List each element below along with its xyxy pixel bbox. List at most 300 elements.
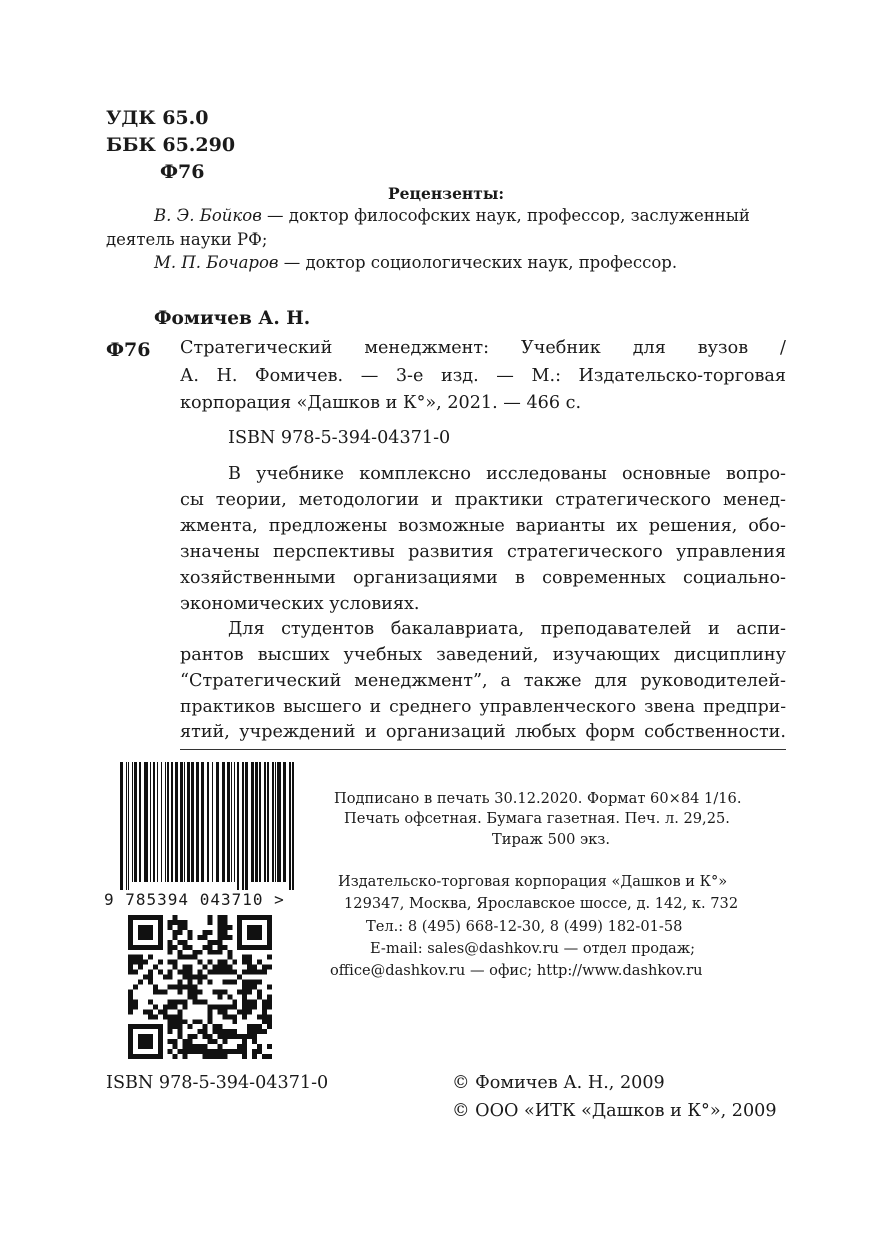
qr-module: [247, 989, 252, 994]
author-heading: Фомичев А. Н.: [154, 308, 311, 329]
qr-module: [183, 1054, 188, 1059]
qr-module: [252, 1024, 257, 1029]
barcode-bar: [222, 762, 225, 882]
qr-module: [217, 994, 222, 999]
annotation-p1-line: сы теории, методологии и практики стратегического менед-: [180, 490, 786, 510]
qr-module: [242, 1049, 247, 1054]
qr-module: [207, 1039, 212, 1044]
qr-module: [148, 999, 153, 1004]
qr-module: [257, 1049, 262, 1054]
qr-module: [242, 1054, 247, 1059]
qr-module: [153, 1014, 158, 1019]
qr-module: [267, 965, 272, 970]
qr-module: [252, 965, 257, 970]
qr-module: [217, 935, 222, 940]
qr-module: [193, 1049, 198, 1054]
qr-module: [207, 1034, 212, 1039]
annotation-p1-line: В учебнике комплексно исследованы основные вопро-: [228, 464, 786, 484]
qr-module: [237, 1009, 242, 1014]
qr-module: [252, 1029, 257, 1034]
qr-module: [138, 980, 143, 985]
qr-module: [212, 1049, 217, 1054]
qr-module: [252, 1039, 257, 1044]
qr-module: [252, 1049, 257, 1054]
qr-module: [198, 999, 203, 1004]
reviewer-1: [154, 206, 750, 225]
barcode-bar: [150, 762, 151, 882]
qr-module: [242, 1014, 247, 1019]
qr-module: [247, 999, 252, 1004]
qr-module: [168, 970, 173, 975]
qr-module: [143, 1009, 148, 1014]
qr-module: [217, 945, 222, 950]
qr-module: [178, 1029, 183, 1034]
qr-module: [207, 915, 212, 920]
qr-module: [173, 960, 178, 965]
qr-module: [252, 970, 257, 975]
qr-module: [212, 1039, 217, 1044]
qr-module: [168, 1024, 173, 1029]
qr-module: [183, 955, 188, 960]
qr-module: [143, 960, 148, 965]
qr-module: [247, 980, 252, 985]
barcode-bar: [187, 762, 190, 882]
qr-module: [188, 985, 193, 990]
qr-module: [173, 945, 178, 950]
qr-module: [178, 1014, 183, 1019]
qr-module: [202, 999, 207, 1004]
qr-module: [168, 975, 173, 980]
qr-module: [217, 920, 222, 925]
qr-module: [202, 930, 207, 935]
qr-module: [178, 920, 183, 925]
barcode-bar: [157, 762, 158, 882]
barcode-bar: [275, 762, 276, 882]
qr-module: [168, 1004, 173, 1009]
qr-module: [252, 999, 257, 1004]
qr-module: [247, 1034, 252, 1039]
barcode-bar: [264, 762, 266, 882]
qr-module: [207, 1054, 212, 1059]
qr-module: [178, 940, 183, 945]
qr-module: [183, 965, 188, 970]
barcode-bar: [231, 762, 232, 882]
udk-code: УДК 65.0: [106, 107, 209, 129]
qr-module: [207, 945, 212, 950]
qr-module: [202, 935, 207, 940]
qr-module: [163, 1004, 168, 1009]
qr-module: [257, 1024, 262, 1029]
barcode-bar: [126, 762, 127, 890]
bbk-code: ББК 65.290: [106, 134, 236, 156]
annotation-p2-line: рантов высших учебных заведений, изучающих дисциплину: [180, 645, 786, 665]
qr-module: [222, 930, 227, 935]
divider-rule: [180, 749, 786, 750]
qr-module: [178, 989, 183, 994]
qr-module: [202, 945, 207, 950]
qr-module: [247, 1029, 252, 1034]
qr-module: [128, 965, 133, 970]
annotation-p2-line: ятий, учреждений и организаций любых форм собственности.: [180, 722, 786, 742]
qr-module: [163, 989, 168, 994]
barcode-bar: [167, 762, 169, 882]
barcode-bar: [251, 762, 254, 882]
barcode-bar: [259, 762, 261, 882]
reviewer-1-desc-cont: деятель науки РФ;: [106, 230, 268, 249]
qr-module: [168, 1029, 173, 1034]
qr-module: [202, 1044, 207, 1049]
qr-module: [232, 1029, 237, 1034]
qr-module: [188, 1024, 193, 1029]
qr-module: [138, 960, 143, 965]
qr-module: [173, 915, 178, 920]
barcode-bar: [242, 762, 244, 890]
qr-module: [222, 965, 227, 970]
qr-module: [267, 1019, 272, 1024]
qr-module: [138, 955, 143, 960]
qr-module: [222, 925, 227, 930]
qr-module: [267, 1024, 272, 1029]
qr-module: [153, 985, 158, 990]
barcode-bar: [212, 762, 213, 882]
qr-module: [178, 970, 183, 975]
qr-module: [222, 920, 227, 925]
qr-module: [212, 1004, 217, 1009]
imprint-line: Печать офсетная. Бумага газетная. Печ. л. 29,25.: [344, 810, 730, 827]
barcode-bar: [255, 762, 258, 882]
biblio-isbn: ISBN 978-5-394-04371-0: [228, 428, 451, 448]
qr-module: [178, 1034, 183, 1039]
qr-module: [163, 975, 168, 980]
barcode-digits: 9 785394 043710 >: [104, 890, 285, 909]
qr-module: [232, 970, 237, 975]
qr-module: [257, 1014, 262, 1019]
qr-module: [217, 1029, 222, 1034]
qr-module: [262, 999, 267, 1004]
qr-module: [217, 1044, 222, 1049]
qr-module: [158, 989, 163, 994]
qr-module: [257, 994, 262, 999]
qr-module: [148, 980, 153, 985]
qr-module: [173, 985, 178, 990]
reviewer-2-desc: — доктор социологических наук, профессор.: [278, 253, 678, 272]
qr-module: [247, 1004, 252, 1009]
barcode-bar: [201, 762, 204, 882]
qr-module: [217, 1034, 222, 1039]
barcode-bar: [292, 762, 294, 890]
qr-module: [227, 970, 232, 975]
qr-module: [247, 960, 252, 965]
barcode-bar: [289, 762, 291, 890]
qr-module: [178, 950, 183, 955]
qr-finder-core: [138, 1034, 153, 1049]
qr-finder-core: [247, 925, 262, 940]
qr-module: [257, 1029, 262, 1034]
qr-module: [252, 1004, 257, 1009]
qr-module: [262, 1019, 267, 1024]
qr-module: [183, 1004, 188, 1009]
qr-module: [183, 975, 188, 980]
qr-module: [222, 1029, 227, 1034]
qr-module: [237, 975, 242, 980]
qr-module: [173, 1039, 178, 1044]
qr-module: [178, 1024, 183, 1029]
qr-module: [168, 1019, 173, 1024]
qr-module: [188, 975, 193, 980]
qr-finder-core: [138, 925, 153, 940]
qr-module: [173, 1019, 178, 1024]
barcode-bar: [171, 762, 173, 882]
qr-module: [173, 965, 178, 970]
qr-module: [193, 985, 198, 990]
annotation-p1-line: жмента, предложены возможные варианты их решения, обо-: [180, 516, 786, 536]
qr-module: [133, 985, 138, 990]
qr-module: [222, 980, 227, 985]
qr-module: [217, 1049, 222, 1054]
qr-module: [128, 1004, 133, 1009]
qr-module: [217, 915, 222, 920]
qr-module: [178, 955, 183, 960]
barcode-bar: [207, 762, 209, 882]
qr-module: [148, 955, 153, 960]
qr-module: [222, 1009, 227, 1014]
qr-module: [222, 1034, 227, 1039]
qr-module: [168, 940, 173, 945]
qr-module: [232, 980, 237, 985]
barcode-bar: [191, 762, 194, 882]
qr-module: [173, 1044, 178, 1049]
qr-module: [232, 1034, 237, 1039]
qr-module: [227, 925, 232, 930]
barcode-bar: [132, 762, 133, 882]
qr-module: [247, 970, 252, 975]
qr-module: [247, 1009, 252, 1014]
qr-module: [222, 935, 227, 940]
qr-module: [212, 940, 217, 945]
qr-module: [237, 989, 242, 994]
barcode-bar: [196, 762, 199, 882]
qr-module: [222, 1039, 227, 1044]
qr-module: [193, 994, 198, 999]
qr-code: [128, 915, 272, 1059]
qr-module: [173, 920, 178, 925]
qr-module: [198, 970, 203, 975]
qr-module: [227, 1034, 232, 1039]
qr-module: [183, 1044, 188, 1049]
qr-module: [222, 945, 227, 950]
qr-module: [232, 1014, 237, 1019]
qr-module: [227, 965, 232, 970]
barcode-bar: [216, 762, 219, 882]
qr-module: [148, 975, 153, 980]
qr-module: [178, 999, 183, 1004]
qr-module: [217, 950, 222, 955]
qr-module: [222, 915, 227, 920]
qr-module: [193, 1034, 198, 1039]
qr-module: [168, 999, 173, 1004]
footer-isbn: ISBN 978-5-394-04371-0: [106, 1073, 329, 1093]
qr-module: [212, 970, 217, 975]
qr-module: [217, 925, 222, 930]
qr-module: [198, 1049, 203, 1054]
qr-module: [128, 970, 133, 975]
qr-module: [183, 999, 188, 1004]
reviewer-2-name: М. П. Бочаров: [154, 253, 279, 272]
qr-module: [242, 1009, 247, 1014]
qr-module: [212, 989, 217, 994]
qr-module: [242, 1044, 247, 1049]
qr-module: [128, 960, 133, 965]
qr-module: [207, 1004, 212, 1009]
qr-module: [128, 999, 133, 1004]
qr-module: [188, 965, 193, 970]
qr-module: [222, 1054, 227, 1059]
qr-module: [193, 955, 198, 960]
barcode-bar: [227, 762, 230, 882]
qr-module: [173, 1054, 178, 1059]
publisher-line: 129347, Москва, Ярославское шоссе, д. 142, к. 732: [344, 895, 739, 912]
qr-module: [183, 1039, 188, 1044]
qr-module: [128, 1009, 133, 1014]
qr-module: [212, 1029, 217, 1034]
qr-module: [173, 999, 178, 1004]
biblio-mark: Ф76: [106, 339, 151, 361]
annotation-p1-line: хозяйственными организациями в современных социально-: [180, 568, 786, 588]
qr-module: [217, 930, 222, 935]
qr-module: [262, 965, 267, 970]
qr-module: [188, 1044, 193, 1049]
qr-module: [193, 989, 198, 994]
qr-module: [163, 1009, 168, 1014]
qr-module: [267, 999, 272, 1004]
qr-module: [212, 1054, 217, 1059]
qr-module: [178, 1009, 183, 1014]
qr-module: [178, 930, 183, 935]
qr-module: [217, 1024, 222, 1029]
qr-module: [267, 1044, 272, 1049]
qr-module: [183, 940, 188, 945]
copyright-author: © Фомичев А. Н., 2009: [452, 1073, 665, 1093]
qr-module: [242, 1004, 247, 1009]
qr-module: [183, 970, 188, 975]
qr-module: [202, 1054, 207, 1059]
qr-module: [188, 935, 193, 940]
qr-module: [212, 950, 217, 955]
qr-module: [178, 925, 183, 930]
qr-module: [267, 985, 272, 990]
qr-module: [173, 930, 178, 935]
qr-module: [202, 1029, 207, 1034]
qr-module: [202, 1034, 207, 1039]
qr-module: [257, 1044, 262, 1049]
qr-module: [128, 994, 133, 999]
qr-module: [227, 935, 232, 940]
qr-module: [217, 989, 222, 994]
qr-module: [252, 980, 257, 985]
qr-module: [193, 1044, 198, 1049]
qr-module: [178, 985, 183, 990]
qr-module: [207, 920, 212, 925]
qr-module: [168, 1014, 173, 1019]
qr-module: [262, 1029, 267, 1034]
qr-module: [133, 1004, 138, 1009]
qr-module: [227, 1004, 232, 1009]
qr-module: [252, 1054, 257, 1059]
qr-module: [227, 994, 232, 999]
qr-module: [242, 999, 247, 1004]
qr-module: [202, 1049, 207, 1054]
ean-barcode: [118, 762, 300, 890]
qr-module: [173, 1004, 178, 1009]
barcode-bar: [237, 762, 239, 890]
annotation-p1-line: экономических условиях.: [180, 594, 420, 614]
qr-module: [153, 1004, 158, 1009]
qr-module: [227, 980, 232, 985]
qr-module: [153, 965, 158, 970]
publisher-line: Тел.: 8 (495) 668-12-30, 8 (499) 182-01-58: [366, 918, 683, 935]
annotation-p2-line: “Стратегический менеджмент”, а также для руководителей-: [180, 671, 786, 691]
qr-module: [222, 970, 227, 975]
qr-module: [188, 980, 193, 985]
qr-module: [247, 1024, 252, 1029]
barcode-bar: [165, 762, 166, 882]
qr-module: [148, 1009, 153, 1014]
qr-module: [227, 955, 232, 960]
qr-module: [227, 1049, 232, 1054]
biblio-line-2: А. Н. Фомичев. — 3-е изд. — М.: Издательско-торговая: [180, 366, 786, 386]
qr-module: [188, 1034, 193, 1039]
author-mark: Ф76: [160, 161, 205, 183]
qr-module: [198, 960, 203, 965]
barcode-bar: [128, 762, 129, 890]
qr-module: [267, 1054, 272, 1059]
qr-module: [222, 960, 227, 965]
qr-module: [227, 1014, 232, 1019]
qr-module: [198, 935, 203, 940]
qr-module: [133, 999, 138, 1004]
qr-module: [207, 1019, 212, 1024]
qr-module: [168, 925, 173, 930]
qr-module: [198, 1019, 203, 1024]
qr-module: [242, 994, 247, 999]
barcode-bar: [272, 762, 274, 882]
qr-module: [183, 920, 188, 925]
qr-module: [198, 1044, 203, 1049]
qr-module: [188, 1049, 193, 1054]
qr-module: [128, 989, 133, 994]
qr-module: [202, 965, 207, 970]
qr-module: [207, 1009, 212, 1014]
qr-module: [188, 989, 193, 994]
qr-module: [257, 970, 262, 975]
qr-module: [168, 985, 173, 990]
qr-module: [222, 1004, 227, 1009]
qr-module: [168, 1039, 173, 1044]
qr-module: [242, 989, 247, 994]
qr-module: [188, 930, 193, 935]
qr-module: [168, 920, 173, 925]
annotation-p2-line: практиков высшего и среднего управленческого звена предпри-: [180, 697, 786, 717]
biblio-line-3: корпорация «Дашков и К°», 2021. — 466 с.: [180, 393, 582, 413]
qr-module: [198, 989, 203, 994]
qr-module: [207, 1049, 212, 1054]
qr-module: [207, 940, 212, 945]
qr-module: [202, 975, 207, 980]
qr-module: [262, 1014, 267, 1019]
qr-module: [173, 1024, 178, 1029]
qr-module: [257, 989, 262, 994]
qr-module: [232, 1019, 237, 1024]
